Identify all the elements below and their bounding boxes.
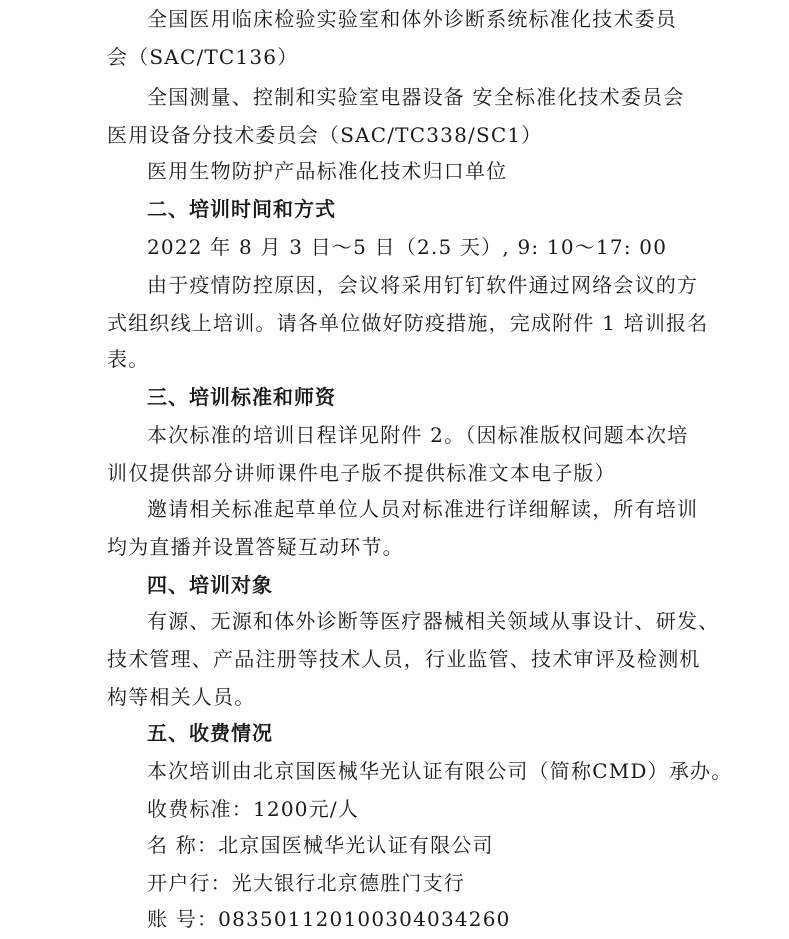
section-heading-4: 四、培训对象 (147, 573, 273, 597)
training-mode-line-3: 表。 (107, 347, 150, 371)
account-name: 名 称：北京国医械华光认证有限公司 (147, 833, 494, 857)
teachers-line-1: 邀请相关标准起草单位人员对标准进行详细解读，所有培训 (147, 497, 699, 521)
org-line-2: 全国测量、控制和实验室电器设备 安全标准化技术委员会 (147, 85, 685, 109)
training-mode-line-1: 由于疫情防控原因，会议将采用钉钉软件通过网络会议的方 (147, 273, 699, 297)
standards-line-1: 本次标准的培训日程详见附件 2。（因标准版权问题本次培 (147, 423, 689, 447)
audience-line-1: 有源、无源和体外诊断等医疗器械相关领域从事设计、研发、 (147, 609, 720, 633)
audience-line-3: 构等相关人员。 (107, 685, 256, 709)
account-number: 账 号：08350112010030403​4260 (147, 907, 511, 931)
teachers-line-2: 均为直播并设置答疑互动环节。 (107, 535, 404, 559)
section-heading-2: 二、培训时间和方式 (147, 197, 336, 221)
account-bank: 开户行：光大银行北京德胜门支行 (147, 871, 465, 895)
training-date: 2022 年 8 月 3 日～5 日（2.5 天）, 9: 10～17: 00 (147, 235, 668, 259)
org-line-2-cont: 医用设备分技术委员会（SAC/TC338/SC1） (107, 123, 543, 147)
fee-organizer: 本次培训由北京国医械华光认证有限公司（简称CMD）承办。 (147, 759, 733, 783)
org-line-3: 医用生物防护产品标准化技术归口单位 (147, 159, 508, 183)
audience-line-2: 技术管理、产品注册等技术人员，行业监管、技术审评及检测机 (107, 647, 701, 671)
training-mode-line-2: 式组织线上培训。请各单位做好防疫措施，完成附件 1 培训报名 (107, 311, 709, 335)
section-heading-5: 五、收费情况 (147, 721, 273, 745)
standards-line-2: 训仅提供部分讲师课件电子版不提供标准文本电子版） (107, 461, 616, 485)
fee-standard: 收费标准：1200元/人 (147, 797, 360, 821)
org-line-1-cont: 会（SAC/TC136） (107, 45, 299, 69)
section-heading-3: 三、培训标准和师资 (147, 385, 336, 409)
org-line-1: 全国医用临床检验实验室和体外诊断系统标准化技术委员 (147, 7, 677, 31)
